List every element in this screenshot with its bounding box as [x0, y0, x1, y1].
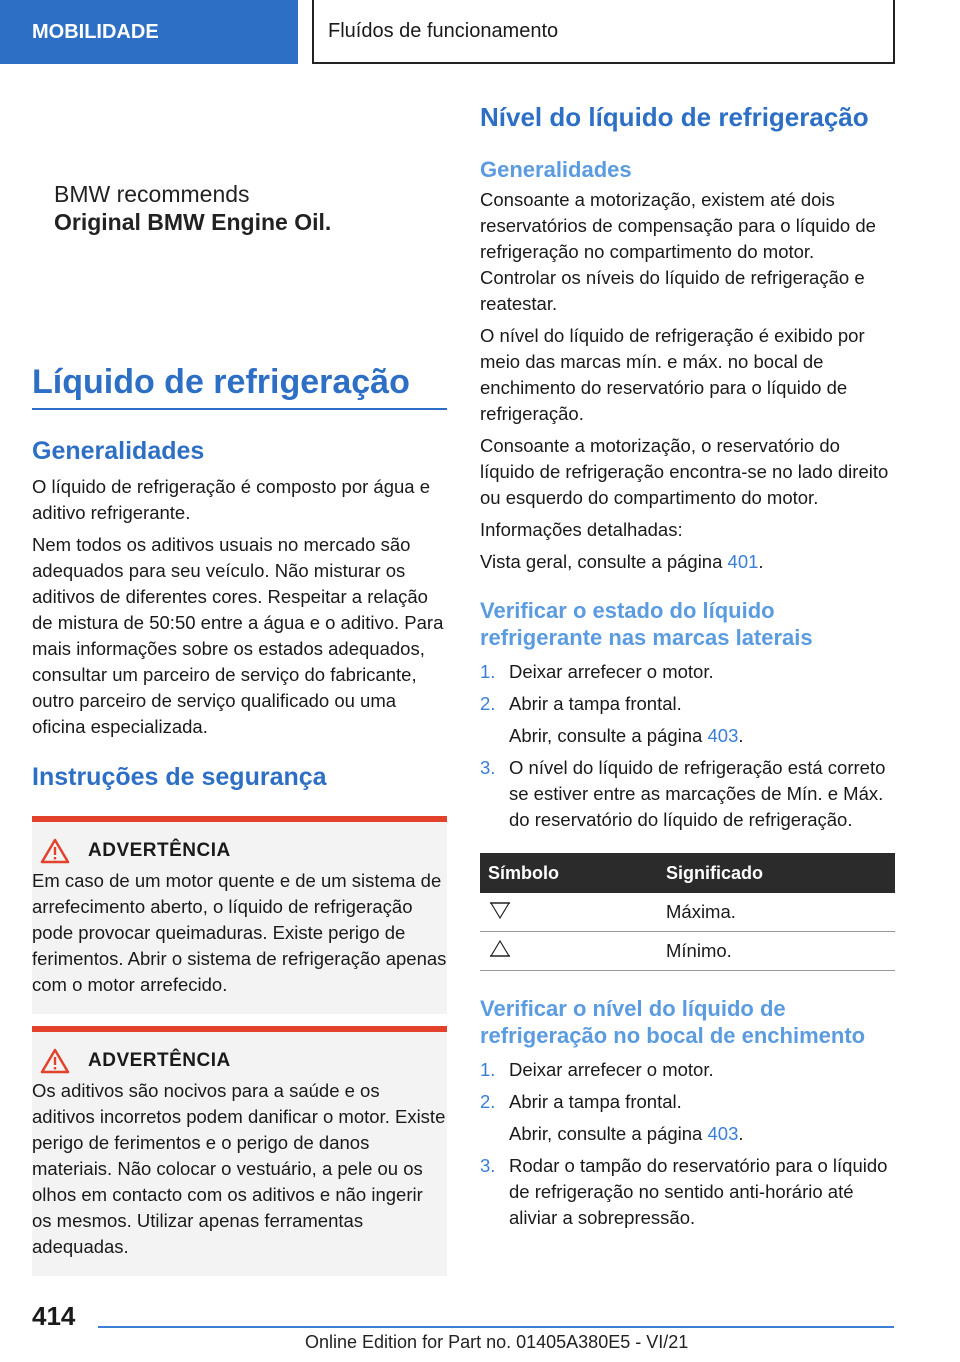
safety-heading: Instruções de segurança — [32, 763, 327, 791]
step-sub-reference — [480, 1121, 895, 1147]
level-paragraph-5 — [480, 549, 895, 575]
level-paragraph-1: Consoante a motorização, existem até dois reservatórios de compensação para o líquido de refrigeração no compartimento do motor. Controlar os níveis do líquido de refrigeração e reatestar. — [480, 189, 876, 314]
table-header-row — [480, 853, 895, 893]
step-number: 3. — [480, 757, 496, 778]
page-header — [0, 0, 960, 66]
list-item — [480, 1089, 895, 1115]
edition-note: Online Edition for Part no. 01405A380E5 - VI/21 — [305, 1332, 689, 1352]
check-filler-neck-steps — [480, 1057, 895, 1231]
promo-line-2: Original BMW Engine Oil. — [54, 209, 332, 235]
warning-triangle-icon — [40, 838, 70, 864]
general-paragraph-2: Nem todos os aditivos usuais no mercado são adequados para seu veículo. Não misturar os aditivos de diferentes cores. Respeitar a relação de mistura de 50:50 entre a água e o aditivo. Para mais informações sobre os estados adequados, consultar um parceiro de serviço do fabricante, outro parceiro de serviço qualificado ou uma oficina especializada. — [32, 534, 444, 737]
sub-ref-end: . — [738, 725, 744, 746]
step-text: O nível do líquido de refrigeração está correto se estiver entre as marcações de Mín. e Máx. do reservatório do líquido de refrigeração. — [509, 757, 886, 830]
section-tab[interactable]: MOBILIDADE — [0, 0, 298, 64]
check-side-marks-steps — [480, 659, 895, 833]
page-link-403[interactable]: 403 — [707, 725, 739, 746]
left-column — [32, 362, 447, 1276]
overview-ref-end: . — [758, 551, 764, 572]
step-text: Abrir a tampa frontal. — [509, 693, 682, 714]
meaning-cell: Mínimo. — [658, 932, 895, 971]
page-link-403[interactable]: 403 — [707, 1123, 739, 1144]
footer-rule — [98, 1326, 894, 1328]
level-paragraph-2: O nível do líquido de refrigeração é exibido por meio das marcas mín. e máx. no bocal de enchimento do reservatório para o líquido de refrigeração. — [480, 325, 865, 424]
step-text: Deixar arrefecer o motor. — [509, 661, 714, 682]
list-item — [480, 691, 895, 717]
step-sub-reference — [480, 723, 895, 749]
list-item — [480, 1153, 895, 1231]
column-header-symbol: Símbolo — [480, 853, 658, 893]
warning-text-1: Em caso de um motor quente e de um sistema de arrefecimento aberto, o líquido de refrigeração pode provocar queimaduras. Existe perigo de ferimentos. Abrir o sistema de refrigeração apenas com o motor arrefecido. — [32, 870, 447, 995]
warning-header-2 — [32, 1048, 447, 1074]
sub-ref-text: Abrir, consulte a página — [509, 1123, 708, 1144]
symbol-table — [480, 853, 895, 971]
step-text: Rodar o tampão do reservatório para o líquido de refrigeração no sentido anti-horário até aliviar a sobrepressão. — [509, 1155, 888, 1228]
overview-ref-text: Vista geral, consulte a página — [480, 551, 728, 572]
min-mark-icon — [488, 938, 512, 960]
warning-box-2 — [32, 1026, 447, 1276]
check-side-marks-heading: Verificar o estado do líquido refrigerante nas marcas laterais — [480, 598, 813, 650]
warning-triangle-icon — [40, 1048, 70, 1074]
step-text: Abrir a tampa frontal. — [509, 1091, 682, 1112]
table-row — [480, 932, 895, 971]
step-number: 1. — [480, 661, 496, 682]
step-number: 3. — [480, 1155, 496, 1176]
sub-ref-text: Abrir, consulte a página — [509, 725, 708, 746]
step-number: 2. — [480, 1091, 496, 1112]
symbol-cell — [480, 893, 658, 932]
symbol-cell — [480, 932, 658, 971]
sub-ref-end: . — [738, 1123, 744, 1144]
general-paragraph-1: O líquido de refrigeração é composto por água e aditivo refrigerante. — [32, 476, 430, 523]
step-text: Deixar arrefecer o motor. — [509, 1059, 714, 1080]
page-number: 414 — [32, 1301, 76, 1331]
table-row — [480, 893, 895, 932]
warning-text-2: Os aditivos são nocivos para a saúde e os aditivos incorretos podem danificar o motor. Existe perigo de ferimentos e o perigo de danos materiais. Não colocar o vestuário, a pele ou os olhos em contacto com os aditivos e não ingerir os mesmos. Utilizar apenas ferramentas adequadas. — [32, 1080, 446, 1257]
column-header-meaning: Significado — [658, 853, 895, 893]
list-item — [480, 659, 895, 685]
level-general-heading: Generalidades — [480, 157, 632, 182]
warning-box-1 — [32, 816, 447, 1014]
general-heading: Generalidades — [32, 437, 205, 465]
warning-title-1: ADVERTÊNCIA — [88, 840, 231, 861]
check-filler-neck-heading: Verificar o nível do líquido de refrigeração no bocal de enchimento — [480, 996, 866, 1048]
list-item — [480, 1057, 895, 1083]
warning-header-1 — [32, 838, 447, 864]
right-column — [480, 102, 895, 1231]
promo-line-1: BMW recommends — [54, 181, 250, 207]
max-mark-icon — [488, 899, 512, 921]
coolant-title-block — [32, 362, 447, 410]
coolant-level-title: Nível do líquido de refrigeração — [480, 102, 869, 132]
warning-title-2: ADVERTÊNCIA — [88, 1050, 231, 1071]
coolant-title: Líquido de refrigeração — [32, 363, 410, 401]
meaning-cell: Máxima. — [658, 893, 895, 932]
chapter-tab[interactable]: Fluídos de funcionamento — [312, 0, 895, 64]
oil-promo — [54, 180, 331, 236]
step-number: 1. — [480, 1059, 496, 1080]
step-number: 2. — [480, 693, 496, 714]
page-link-401[interactable]: 401 — [727, 551, 759, 572]
level-paragraph-4: Informações detalhadas: — [480, 519, 683, 540]
list-item — [480, 755, 895, 833]
level-paragraph-3: Consoante a motorização, o reservatório do líquido de refrigeração encontra-se no lado direito ou esquerdo do compartimento do motor. — [480, 435, 889, 508]
